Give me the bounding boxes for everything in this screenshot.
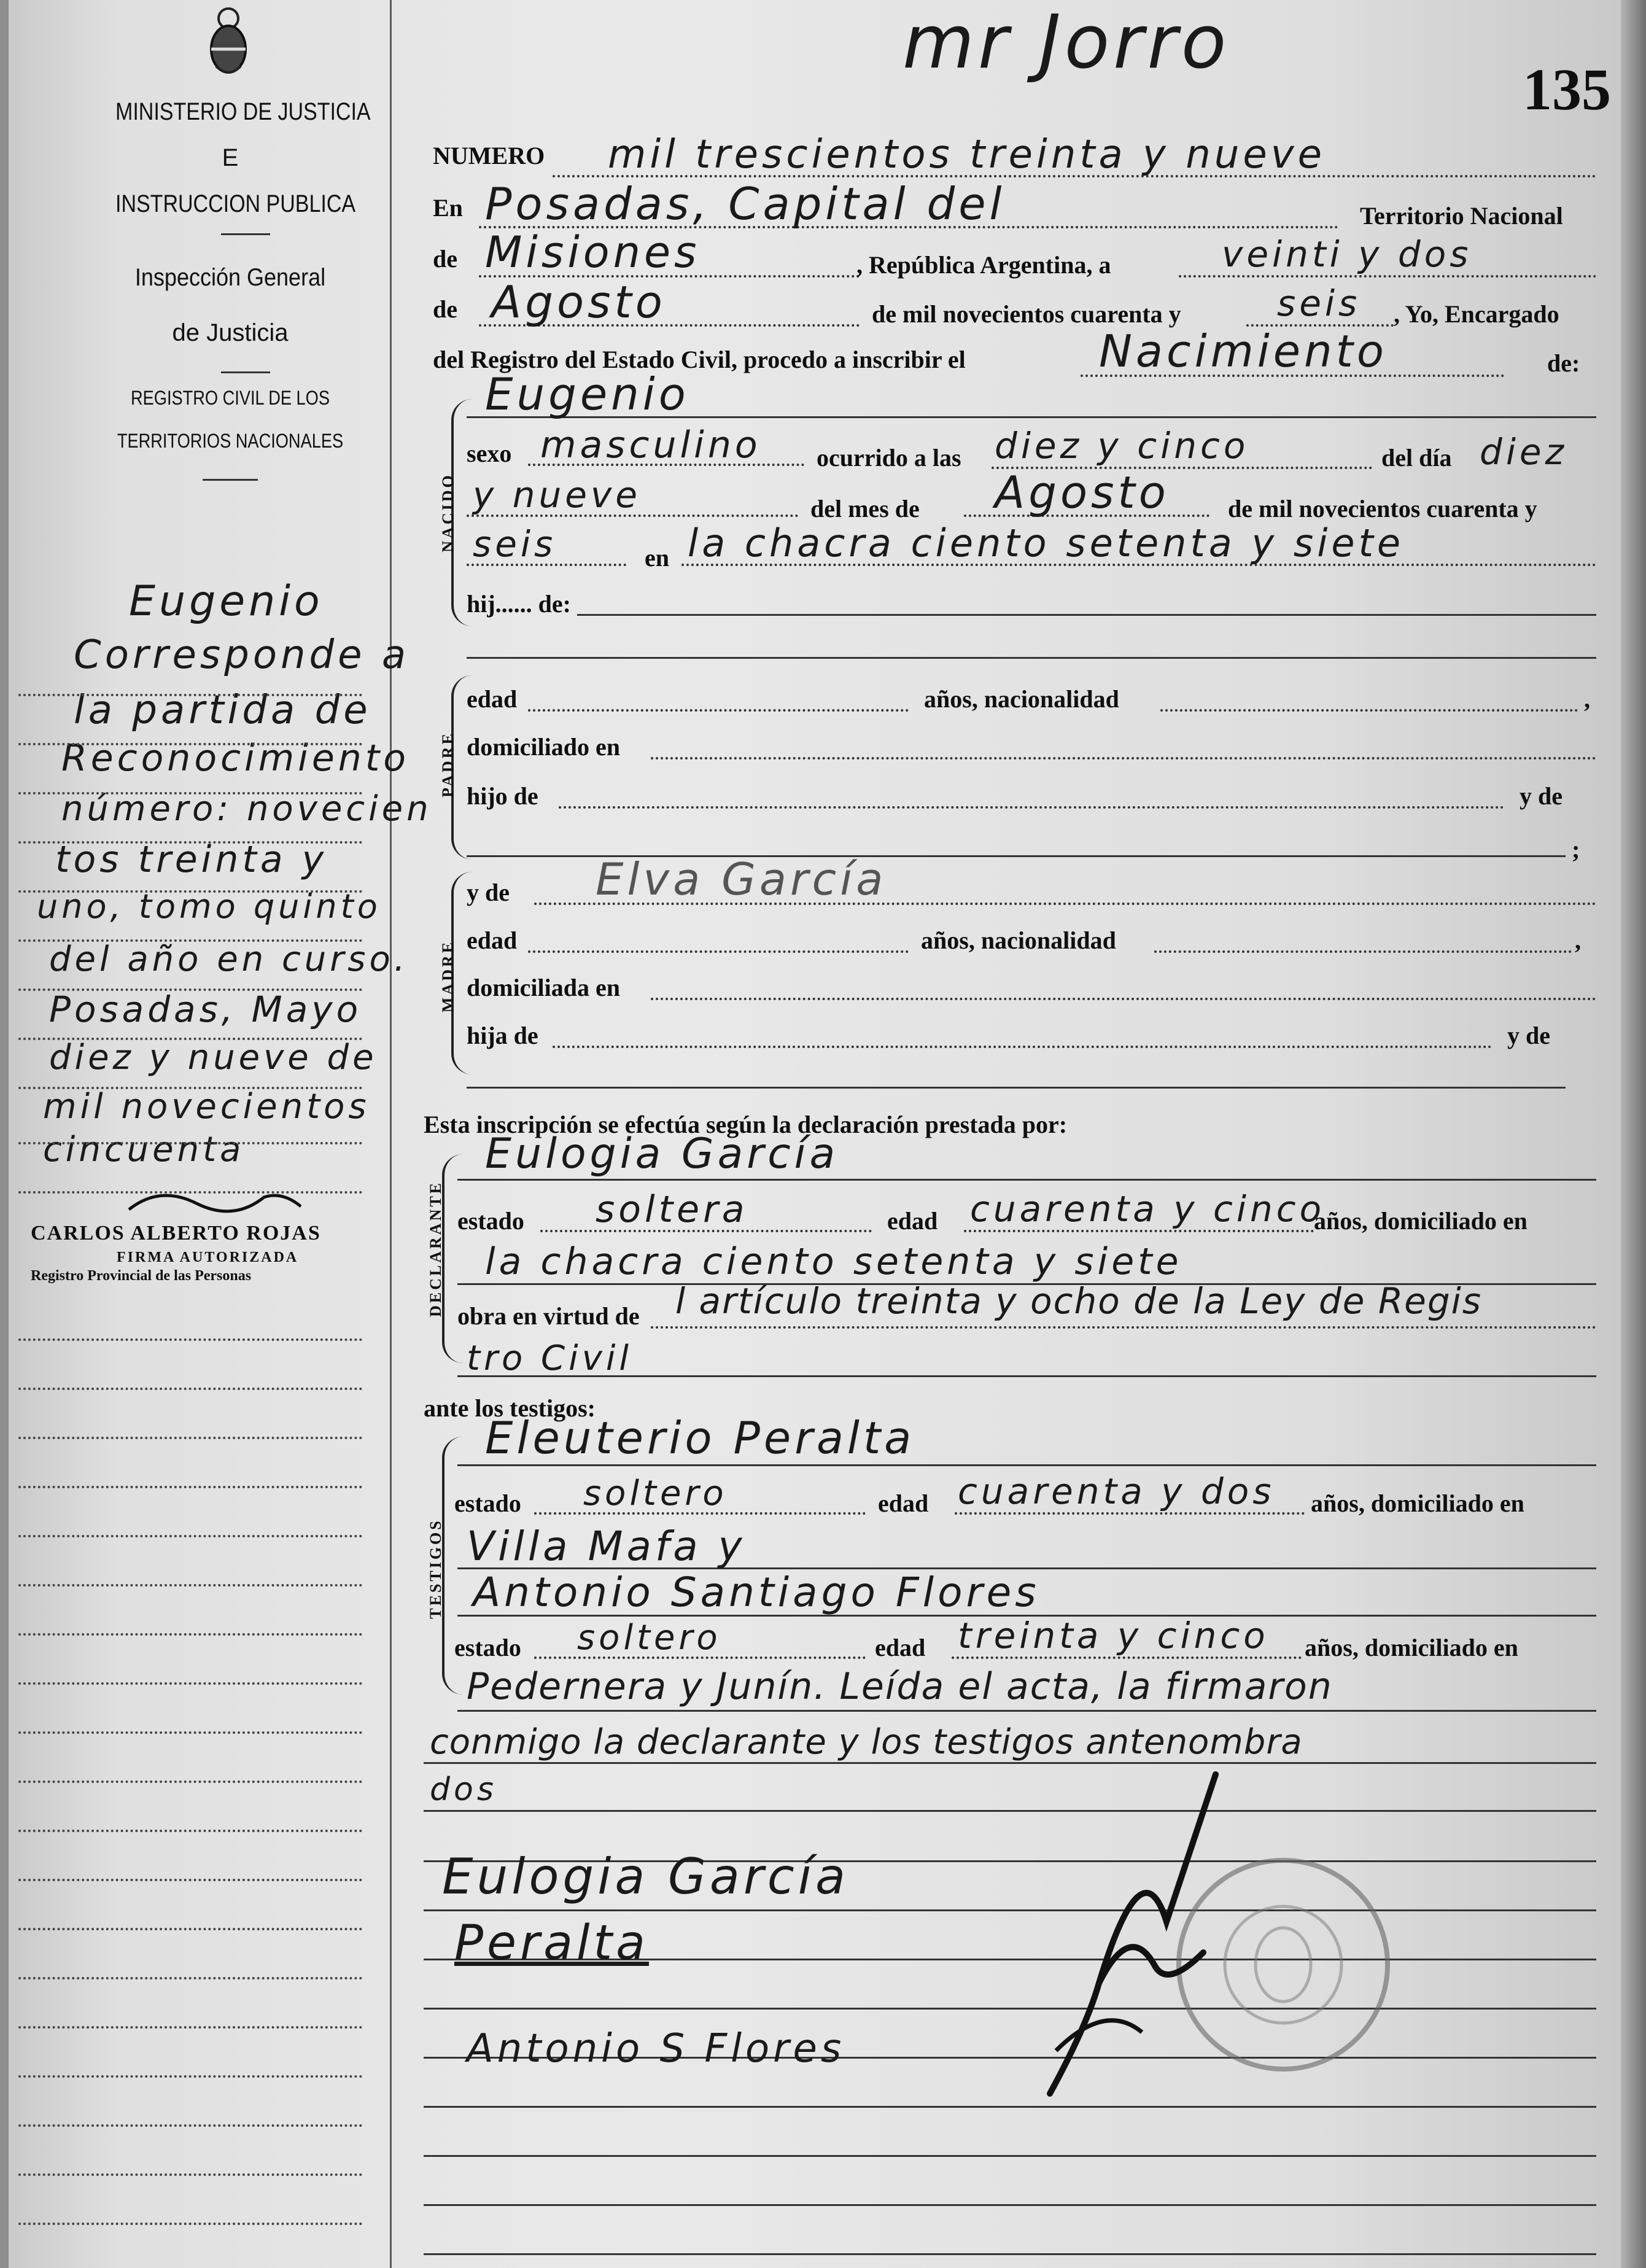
signature-declarante: Eulogia García — [442, 1848, 850, 1905]
line-declarante-edad — [964, 1230, 1314, 1232]
label-del-registro: del Registro del Estado Civil, procedo a inscribir el — [433, 346, 966, 373]
line-madre-hija-de — [553, 1046, 1492, 1048]
margin-note-line: diez y nueve de — [49, 1038, 378, 1078]
margin-rule — [18, 2173, 362, 2176]
margin-note-line: del año en curso. — [49, 939, 409, 979]
line-madre-domicilio — [651, 998, 1596, 1000]
margin-rule — [18, 1584, 362, 1586]
label-yo-encargado: , Yo, Encargado — [1394, 300, 1559, 328]
label-sexo: sexo — [467, 440, 512, 467]
field-declarante-estado: soltera — [596, 1188, 748, 1231]
line-sig-8 — [424, 2204, 1596, 2206]
field-mes-nac: Agosto — [995, 467, 1170, 518]
registry-line1: REGISTRO CIVIL DE LOS — [131, 387, 330, 409]
margin-note-line: Reconocimiento — [61, 737, 410, 780]
margin-rule — [18, 1879, 362, 1881]
field-dia: veinti y dos — [1222, 233, 1472, 275]
margin-rule — [18, 1535, 362, 1537]
field-dia-nac-1: diez — [1480, 431, 1568, 473]
line-hij-de — [577, 614, 1596, 616]
margin-rule — [18, 694, 362, 696]
margin-rule — [18, 1928, 362, 1930]
right-edge — [1621, 0, 1646, 2268]
ministry-line1: MINISTERIO DE JUSTICIA — [115, 98, 371, 125]
top-signature: mr Jorro — [903, 0, 1230, 85]
line-sig-9 — [424, 2253, 1596, 2255]
field-obra-virtud-2: tro Civil — [467, 1338, 632, 1378]
margin-rule — [18, 988, 362, 991]
field-madre-nombre: Elva García — [596, 853, 887, 905]
field-cierre-1: conmigo la declarante y los testigos antenombra — [430, 1722, 1303, 1762]
field-declarante-edad: cuarenta y cinco — [970, 1188, 1326, 1230]
margin-divider — [390, 0, 392, 2268]
margin-note-line: Eugenio — [129, 577, 324, 626]
line-testigo1-edad — [955, 1512, 1305, 1515]
margin-rule — [18, 939, 362, 942]
stamp-office: Registro Provincial de las Personas — [31, 1268, 252, 1284]
stamp-authorized: FIRMA AUTORIZADA — [117, 1249, 299, 1265]
margin-note-line: Posadas, Mayo — [49, 988, 362, 1030]
margin-rule — [18, 1830, 362, 1832]
margin-rule — [18, 1977, 362, 1979]
label-ante-testigos: ante los testigos: — [424, 1394, 596, 1422]
label-testigo2-anos-dom: años, domiciliado en — [1305, 1634, 1518, 1661]
label-padre-domicilio: domiciliado en — [467, 733, 621, 761]
label-testigo1-edad: edad — [878, 1489, 929, 1517]
field-numero: mil trescientos treinta y nueve — [608, 132, 1326, 177]
label-de-mil: de mil novecientos cuarenta y — [872, 300, 1181, 328]
label-del-dia: del día — [1381, 444, 1452, 472]
margin-rule — [18, 1486, 362, 1488]
field-dia-nac-2: y nueve — [473, 474, 641, 516]
field-en: Posadas, Capital del — [485, 178, 1006, 230]
field-territorio: Misiones — [485, 227, 701, 278]
label-madre-y-de: y de — [467, 879, 510, 906]
margin-note-line: número: novecien — [61, 789, 432, 829]
margin-rule — [18, 2075, 362, 2078]
label-declarante-edad: edad — [887, 1207, 938, 1235]
margin-note-line: tos treinta y — [55, 838, 328, 881]
label-madre-nac: años, nacionalidad — [921, 926, 1116, 954]
label-de-1: de — [433, 245, 457, 273]
section-padre: PADRE — [439, 731, 457, 798]
label-hij-de: hij...... de: — [467, 590, 571, 618]
field-testigo2-estado: soltero — [577, 1618, 721, 1658]
section-nacido: NACIDO — [439, 473, 457, 553]
label-territorio: Territorio Nacional — [1360, 202, 1563, 230]
margin-rule — [18, 841, 362, 844]
label-testigo1-estado: estado — [454, 1489, 521, 1517]
label-padre-y-de: y de — [1520, 782, 1563, 810]
margin-rule — [18, 2124, 362, 2127]
margin-rule — [18, 2223, 362, 2225]
declarante-brace — [442, 1154, 463, 1363]
margin-rule — [18, 743, 362, 745]
page-number: 135 — [1523, 56, 1611, 122]
field-cierre-2: dos — [430, 1771, 497, 1808]
label-obra-virtud: obra en virtud de — [457, 1302, 640, 1330]
margin-rule — [18, 890, 362, 893]
header-rule-1 — [221, 233, 270, 235]
field-anio: seis — [1277, 282, 1361, 324]
label-testigo2-estado: estado — [454, 1634, 521, 1661]
label-en: En — [433, 194, 463, 222]
label-madre-edad: edad — [467, 926, 518, 954]
header-rule-3 — [203, 479, 258, 481]
margin-note-line: uno, tomo quinto — [37, 887, 381, 926]
field-testigo2-nombre: Antonio Santiago Flores — [473, 1569, 1040, 1616]
line-obra-virtud — [651, 1326, 1596, 1329]
section-declarante: DECLARANTE — [427, 1180, 444, 1317]
field-testigo1-domicilio: Villa Mafa y — [467, 1523, 746, 1570]
padre-comma: , — [1584, 685, 1590, 713]
margin-rule — [18, 1437, 362, 1439]
field-anio-nac: seis — [473, 523, 557, 565]
padre-semicolon: ; — [1572, 836, 1580, 863]
label-del-mes: del mes de — [810, 495, 920, 522]
margin-note-line: la partida de — [74, 688, 371, 733]
line-declarante-nombre — [457, 1179, 1596, 1181]
line-padre-nac — [1160, 709, 1578, 712]
margin-rule — [18, 1388, 362, 1390]
label-ocurrido: ocurrido a las — [817, 444, 961, 472]
margin-rule — [18, 1633, 362, 1636]
header-rule-2 — [221, 371, 270, 373]
line-dia — [1179, 275, 1596, 278]
field-sexo: masculino — [540, 424, 761, 467]
signature-testigo1: Peralta — [454, 1916, 649, 1971]
label-de-2: de — [433, 295, 457, 323]
line-sig-7 — [424, 2155, 1596, 2157]
label-de-colon: de: — [1547, 349, 1580, 377]
field-testigo2-edad: treinta y cinco — [958, 1615, 1269, 1656]
field-testigo2-domicilio: Pedernera y Junín. Leída el acta, la firmaron — [467, 1665, 1333, 1708]
line-cierre-1 — [424, 1762, 1596, 1764]
margin-rule — [18, 1142, 362, 1144]
ministry-line3: INSTRUCCION PUBLICA — [115, 190, 356, 217]
margin-rule — [18, 1038, 362, 1040]
section-madre: MADRE — [439, 939, 457, 1013]
field-testigo1-estado: soltero — [583, 1474, 728, 1513]
field-nombre: Eugenio — [485, 368, 689, 420]
field-acto: Nacimiento — [1099, 325, 1388, 377]
ministry-line2: E — [222, 144, 239, 171]
label-republica: , República Argentina, a — [856, 251, 1111, 279]
label-declarante-estado: estado — [457, 1207, 524, 1235]
stamp-signature-icon — [123, 1185, 307, 1222]
label-en-lugar: en — [645, 544, 669, 572]
margin-rule — [18, 1087, 362, 1089]
line-madre-extra — [467, 1087, 1566, 1089]
field-hora: diez y cinco — [995, 425, 1249, 467]
section-testigos: TESTIGOS — [427, 1518, 444, 1619]
label-padre-nac: años, nacionalidad — [924, 685, 1119, 713]
field-lugar: la chacra ciento setenta y siete — [688, 521, 1405, 565]
margin-note-line: Corresponde a — [74, 632, 410, 678]
inspection-line1: Inspección General — [134, 264, 326, 291]
officer-signature-icon — [982, 1768, 1289, 2112]
field-declarante-nombre: Eulogia García — [485, 1130, 839, 1178]
label-padre-edad: edad — [467, 685, 518, 713]
line-madre-edad — [528, 950, 909, 953]
label-declarante-anos-dom: años, domiciliado en — [1314, 1207, 1528, 1235]
label-esta-inscripcion: Esta inscripción se efectúa según la declaración prestada por: — [424, 1111, 1068, 1138]
binding-edge — [0, 0, 9, 2268]
field-testigo1-edad: cuarenta y dos — [958, 1470, 1275, 1512]
margin-rule — [18, 1781, 362, 1783]
inspection-line2: de Justicia — [172, 319, 289, 346]
label-padre-hijo-de: hijo de — [467, 782, 538, 810]
line-testigo1-nombre — [457, 1464, 1596, 1466]
margin-rule — [18, 1731, 362, 1734]
field-declarante-domicilio: la chacra ciento setenta y siete — [485, 1240, 1182, 1283]
stamp-name: CARLOS ALBERTO ROJAS — [31, 1222, 321, 1245]
label-testigo2-edad: edad — [875, 1634, 926, 1661]
line-padre-hijo-de — [559, 806, 1504, 809]
label-de-mil-y: de mil novecientos cuarenta y — [1228, 495, 1537, 522]
madre-comma: , — [1575, 926, 1581, 954]
label-madre-hija-de: hija de — [467, 1022, 538, 1049]
line-testigo2-edad — [952, 1656, 1302, 1659]
line-madre-nac — [1154, 950, 1572, 953]
margin-note-line: mil novecientos — [43, 1087, 370, 1127]
line-testigo2-domicilio — [457, 1710, 1596, 1712]
margin-rule — [18, 2026, 362, 2029]
label-testigo1-anos-dom: años, domiciliado en — [1311, 1489, 1524, 1517]
signature-testigo2: Antonio S Flores — [467, 2026, 845, 2072]
label-madre-y-de-2: y de — [1507, 1022, 1550, 1049]
line-padre-edad — [528, 709, 909, 712]
margin-note-line: cincuenta — [43, 1130, 245, 1170]
line-nacido-extra — [467, 657, 1596, 659]
line-padre-domicilio — [651, 757, 1596, 759]
label-numero: NUMERO — [433, 142, 545, 169]
field-testigo1-nombre: Eleuterio Peralta — [485, 1412, 915, 1464]
field-mes: Agosto — [491, 276, 666, 328]
label-madre-domicilio: domiciliada en — [467, 974, 621, 1001]
margin-rule — [18, 1338, 362, 1341]
margin-rule — [18, 792, 362, 794]
registry-line2: TERRITORIOS NACIONALES — [117, 430, 344, 452]
coat-of-arms-icon — [204, 5, 253, 79]
field-obra-virtud-1: l artículo treinta y ocho de la Ley de Regis — [675, 1280, 1483, 1322]
margin-rule — [18, 1682, 362, 1685]
